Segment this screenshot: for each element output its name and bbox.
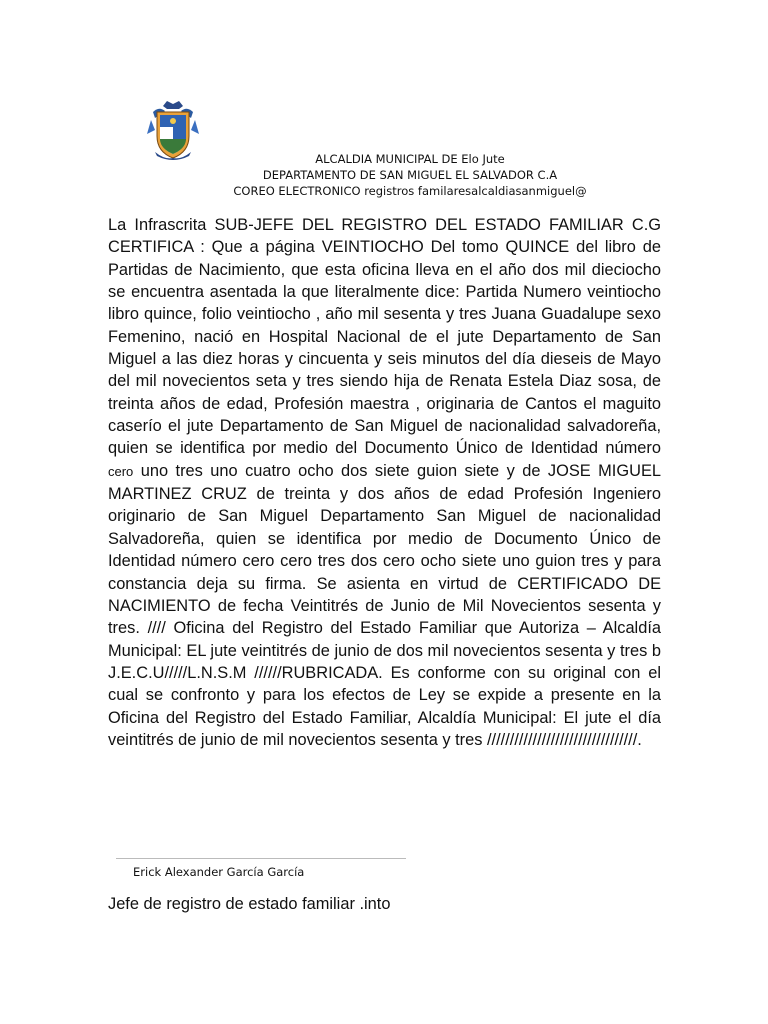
document-header bbox=[150, 151, 670, 199]
certificate-body bbox=[108, 214, 661, 751]
signature-line bbox=[116, 858, 406, 859]
header-email: COREO ELECTRONICO registros familaresalcaldiasanmiguel@ bbox=[233, 184, 587, 198]
certificate-body-part1: La Infrascrita SUB-JEFE DEL REGISTRO DEL ESTADO FAMILIAR C.G CERTIFICA : Que a página VEINTIOCHO Del tomo QUINCE del libro de Partidas de Nacimiento, que esta oficina lleva en el año dos mil dieciocho se encuentra asentada la que literalmente dice: Partida Numero veintiocho libro quince, folio veintiocho , año mil sesenta y tres Juana Guadalupe sexo Femenino, nació en Hospital Nacional de el jute Departamento de San Miguel a las diez horas y cincuenta y seis minutos del día dieseis de Mayo del mil novecientos seta y tres siendo hija de Renata Estela Diaz sosa, de treinta años de edad, Profesión maestra , originaria de Cantos el maguito caserío el jute Departamento de San Miguel de nacionalidad salvadoreña, quien se identifica por medio del Documento Único de Identidad número bbox=[108, 216, 661, 458]
certificate-body-small-word: cero bbox=[108, 463, 134, 479]
signatory-title: Jefe de registro de estado familiar .into bbox=[108, 895, 391, 913]
signatory-name: Erick Alexander García García bbox=[133, 865, 305, 879]
certificate-body-part2: uno tres uno cuatro ocho dos siete guion siete y de JOSE MIGUEL MARTINEZ CRUZ de treinta y dos años de edad Profesión Ingeniero originario de San Miguel Departamento San Miguel de nacionalidad Salvadoreña, quien se identifica por medio de Documento Único de Identidad número cero cero tres dos cero ocho siete uno guion tres y para constancia deja su firma. Se asienta en virtud de CERTIFICADO DE NACIMIENTO de fecha Veintitrés de Junio de Mil Novecientos sesenta y tres. //// Oficina del Registro del Estado Familiar que Autoriza – Alcaldía Municipal: EL jute veintitrés de junio de dos mil novecientos sesenta y tres b J.E.C.U/////L.N.S.M //////RUBRICADA. Es conforme con su original con el cual se confronto y para los efectos de Ley se expide a presente en la Oficina del Registro del Estado Familiar, Alcaldía Municipal: El jute el día veintitrés de junio de mil novecientos sesenta y tres /////////////////////////////////. bbox=[108, 461, 661, 749]
header-department: DEPARTAMENTO DE SAN MIGUEL EL SALVADOR C.A bbox=[262, 168, 558, 182]
header-municipality: ALCALDIA MUNICIPAL DE Elo Jute bbox=[315, 152, 505, 166]
